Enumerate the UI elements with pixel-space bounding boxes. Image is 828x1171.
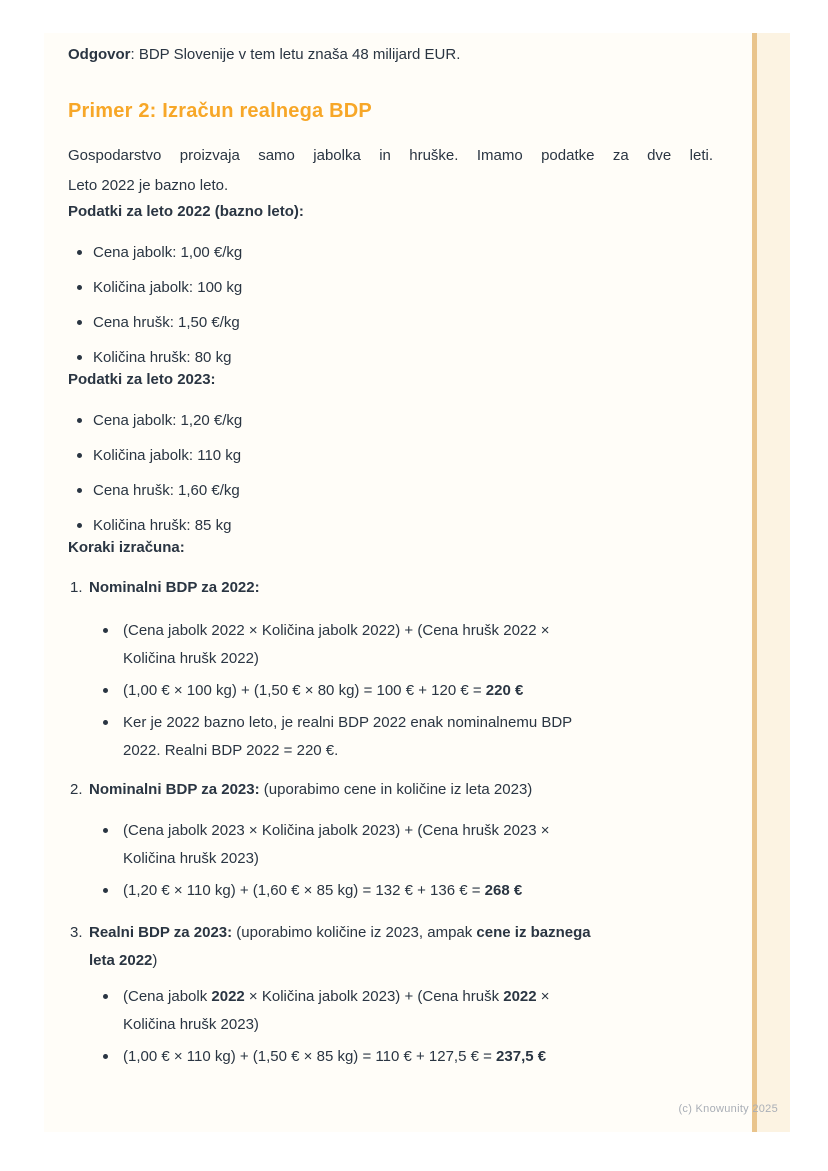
intro-line: Gospodarstvo proizvaja samo jabolka in hruške. Imamo podatke za dve leti.: [68, 147, 713, 164]
list-item: [123, 617, 713, 673]
step-title-suffix: (uporabimo cene in količine iz leta 2023): [259, 781, 533, 798]
list-item: [123, 709, 713, 765]
list-item: Cena hrušk: 1,50 €/kg: [93, 312, 713, 334]
list-item: [123, 877, 713, 905]
step-2-list: [68, 817, 713, 905]
list-item: Cena hrušk: 1,60 €/kg: [93, 480, 713, 502]
data-2022-heading: Podatki za leto 2022 (bazno leto):: [68, 203, 304, 220]
calculation-steps: [68, 577, 713, 1071]
formula-line: [123, 983, 713, 1011]
step-title-text: Realni BDP za 2023:: [89, 924, 233, 941]
answer-line: [68, 44, 713, 66]
list-item: Cena jabolk: 1,20 €/kg: [93, 410, 713, 432]
step-3-list: [68, 983, 713, 1071]
step-title-bold: leta 2022: [89, 952, 153, 969]
list-item: [123, 677, 713, 705]
list-item: Količina hrušk: 85 kg: [93, 515, 713, 537]
formula-text: ×: [536, 988, 550, 1005]
data-2023-list: [68, 410, 713, 537]
intro-paragraph: [68, 141, 713, 201]
data-2022-list: [68, 242, 713, 369]
step-title-suffix: (uporabimo količine iz 2023, ampak: [232, 924, 477, 941]
step-1-title: [68, 577, 713, 599]
step-1-list: [68, 617, 713, 765]
steps-heading: Koraki izračuna:: [68, 539, 185, 556]
step-2-title: [68, 779, 713, 801]
step-title-text: Nominalni BDP za 2022:: [89, 579, 260, 596]
formula-line: Količina hrušk 2022): [123, 650, 259, 667]
formula-bold-year: 2022: [211, 988, 245, 1005]
formula-bold-year: 2022: [503, 988, 537, 1005]
list-item: Količina hrušk: 80 kg: [93, 347, 713, 369]
calc-text: (1,00 € × 100 kg) + (1,50 € × 80 kg) = 100 € + 120 € =: [123, 682, 486, 699]
list-item: [123, 817, 713, 873]
step-number: 1.: [70, 579, 83, 596]
step-number: 3.: [70, 924, 83, 941]
watermark: (c) Knowunity 2025: [678, 1103, 778, 1115]
formula-text: × Količina jabolk 2023) + (Cena hrušk: [244, 988, 504, 1005]
step-number: 2.: [70, 781, 83, 798]
list-item: [123, 983, 713, 1039]
formula-text: (Cena jabolk: [123, 988, 212, 1005]
calc-result: 237,5 €: [496, 1048, 547, 1065]
note-line: 2022. Realni BDP 2022 = 220 €.: [123, 742, 339, 759]
calc-text: (1,20 € × 110 kg) + (1,60 € × 85 kg) = 132 € + 136 € =: [123, 882, 485, 899]
calc-text: (1,00 € × 110 kg) + (1,50 € × 85 kg) = 110 € + 127,5 € =: [123, 1048, 497, 1065]
example-heading: Primer 2: Izračun realnega BDP: [68, 100, 372, 122]
step-title-text: Nominalni BDP za 2023:: [89, 781, 260, 798]
step-3: [68, 919, 713, 1071]
step-3-title: [68, 919, 713, 975]
step-title-suffix: ): [152, 952, 158, 969]
document-content: [68, 44, 713, 1071]
list-item: Količina jabolk: 110 kg: [93, 445, 713, 467]
formula-line: (Cena jabolk 2022 × Količina jabolk 2022) + (Cena hrušk 2022 ×: [123, 622, 550, 639]
step-title-line: [89, 919, 713, 947]
step-title-bold: cene iz baznega: [476, 924, 591, 941]
note-line: Ker je 2022 bazno leto, je realni BDP 2022 enak nominalnemu BDP: [123, 714, 573, 731]
intro-line: Leto 2022 je bazno leto.: [68, 177, 229, 194]
step-title-line: [89, 947, 713, 975]
formula-line: (Cena jabolk 2023 × Količina jabolk 2023) + (Cena hrušk 2023 ×: [123, 822, 550, 839]
formula-line: Količina hrušk 2023): [123, 1016, 259, 1033]
step-2: [68, 779, 713, 905]
answer-text: : BDP Slovenije v tem letu znaša 48 milijard EUR.: [130, 46, 461, 63]
answer-label: Odgovor: [68, 46, 131, 63]
list-item: Količina jabolk: 100 kg: [93, 277, 713, 299]
calc-result: 220 €: [485, 682, 524, 699]
list-item: Cena jabolk: 1,00 €/kg: [93, 242, 713, 264]
step-1: [68, 577, 713, 765]
list-item: [123, 1043, 713, 1071]
data-2023-heading: Podatki za leto 2023:: [68, 371, 216, 388]
formula-line: Količina hrušk 2023): [123, 850, 259, 867]
page-edge-bar: [752, 33, 790, 1132]
calc-result: 268 €: [484, 882, 523, 899]
